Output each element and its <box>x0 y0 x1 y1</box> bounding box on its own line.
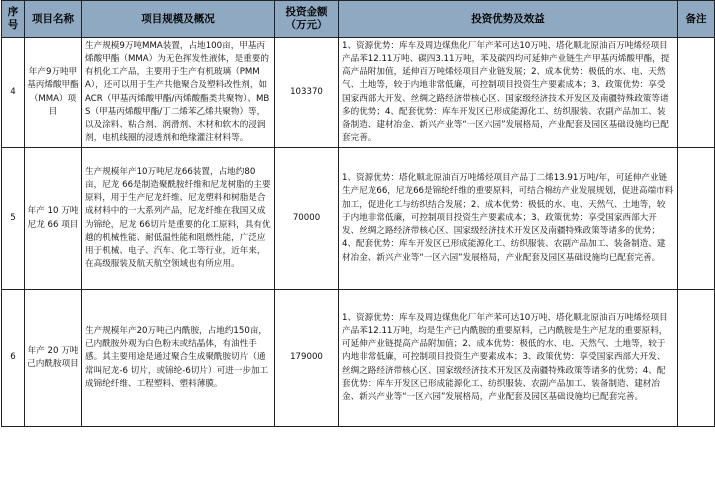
row-scale: 生产规模9万吨MMA装置，占地100亩，甲基丙烯酸甲酯（MMA）为无色挥发性液体，是重要的有机化工产品，主要用于生产有机玻璃（PMMA），还可以用于生产共他聚合及塑料改性剂，如ACR（甲基丙烯酸甲酯/丙烯酸酯类共聚物）、MBS（甲基丙烯酸甲酯/丁二烯苯乙烯共聚物）等，以及涂料、粘合剂、润滑剂、木材和软木的浸润剂，电机线圈的浸透剂和绝缘灌注材料等。 <box>82 38 275 148</box>
row-note <box>678 148 715 290</box>
header-scale: 项目规模及概况 <box>82 1 275 38</box>
row-advantage: 1、资源优势：塔化顺北原油百万吨烯烃项目产品丁二烯13.91万吨/年，可延伸产业链生产尼龙66，尼龙66是锦纶纤维的重要原料，可结合棉纺产业发展规划，促进高端市料加工，促进化工与纺织结合发展；2、成本优势：极低的水、电、天然气、土地等，较于内地非常低廉，可控制项目投资生产要素成本；3、政策优势：享受国家西部大开发、丝绸之路经济带核心区、国家级经济技术开发区及南疆特殊政策等诸多的优势；4、配套优势：库车开发区已形成能源化工、纺织服装、农副产品加工、装备制造、建材冶金、新兴产业等“一区六园”发展格局，产业配套及园区基础设施均已配套完善。 <box>339 148 678 290</box>
row-note <box>678 38 715 148</box>
row-scale: 生产规模年产20万吨己内酰胺，占地约150亩，己内酰胺外观为白色粉末或结晶体，有油性手感。其主要用途是通过聚合生成聚酰胺切片（通常叫尼龙-6 切片，或锦纶-6切片）可进一步加工成锦纶纤维、工程塑料、塑料薄膜。 <box>82 290 275 427</box>
table-row <box>2 290 715 427</box>
row-no: 6 <box>2 290 25 427</box>
row-invest: 70000 <box>275 148 339 290</box>
table-row <box>2 38 715 148</box>
row-invest: 103370 <box>275 38 339 148</box>
investment-projects-table <box>1 0 715 427</box>
row-note <box>678 290 715 427</box>
header-advantage: 投资优势及效益 <box>339 1 678 38</box>
table-row <box>2 148 715 290</box>
header-invest: 投资金额 （万元） <box>275 1 339 38</box>
row-scale: 生产规模年产10万吨尼龙66装置，占地约80亩，尼龙 66是制造聚酰胺纤维和尼龙树脂的主要原料，用于生产尼龙纤维、尼龙塑料和树脂是合成材料中的一大系列产品，尼龙纤维在我国又成为锦纶，尼龙 66切片是重要的化工原料，具有优越的机械性能、耐低温性能和阻燃性能，广泛应用于机械、电子、汽车、化工等行业，近年来，在高级服装及航天航空领域也有所应用。 <box>82 148 275 290</box>
row-no: 5 <box>2 148 25 290</box>
row-advantage: 1、资源优势：库车及周边煤焦化厂年产苯可达10万吨、塔化顺北原油百万吨烯烃项目产品苯12.11万吨，均是生产已内酰胺的重要原料，己内酰胺是生产尼龙的重要原料，可延伸产业链提高产品附加值；2、成本优势：极低的水、电、天然气、土地等，较于内地非常低廉，可控制项目投资生产要素成本；3、政策优势：享受国家西部大开发、丝绸之路经济带核心区、国家级经济技术开发区及南疆特殊政策等诸多的优势；4、配套优势：库车开发区已形成能源化工、纺织服装、农副产品加工、装备制造、建材冶金、新兴产业等“一区六园”发展格局，产业配套及园区基础设施均已配套完善。 <box>339 290 678 427</box>
row-name: 年产9万吨甲基丙烯酸甲酯（MMA）项目 <box>25 38 82 148</box>
row-advantage: 1、资源优势：库车及周边煤焦化厂年产苯可达10万吨、塔化顺北原油百万吨烯烃项目产品苯12.11万吨、碳四3.11万吨，苯及碳四均可延伸产业链生产甲基丙烯酸甲酯，提高产品附加值，延伸百万吨烯烃项目产业链发展；2、成本优势：极低的水、电、天然气、土地等，较于内地非常低廉，可控制项目投资生产要素成本；3、政策优势：享受国家西部大开发、丝绸之路经济带核心区、国家级经济技术开发区及南疆特殊政策等诸多的优势；4、配套优势：库车开发区已形成能源化工、纺织服装、农副产品加工、装备制造、建材冶金、新兴产业等“一区六园”发展格局，产业配套及园区基础设施均已配套完善。 <box>339 38 678 148</box>
header-no: 序号 <box>2 1 25 38</box>
row-name: 年产 20 万吨己内酰胺项目 <box>25 290 82 427</box>
row-name: 年产 10 万吨尼龙 66 项目 <box>25 148 82 290</box>
row-no: 4 <box>2 38 25 148</box>
header-note: 备注 <box>678 1 715 38</box>
row-invest: 179000 <box>275 290 339 427</box>
header-name: 项目名称 <box>25 1 82 38</box>
header-row <box>2 1 715 38</box>
